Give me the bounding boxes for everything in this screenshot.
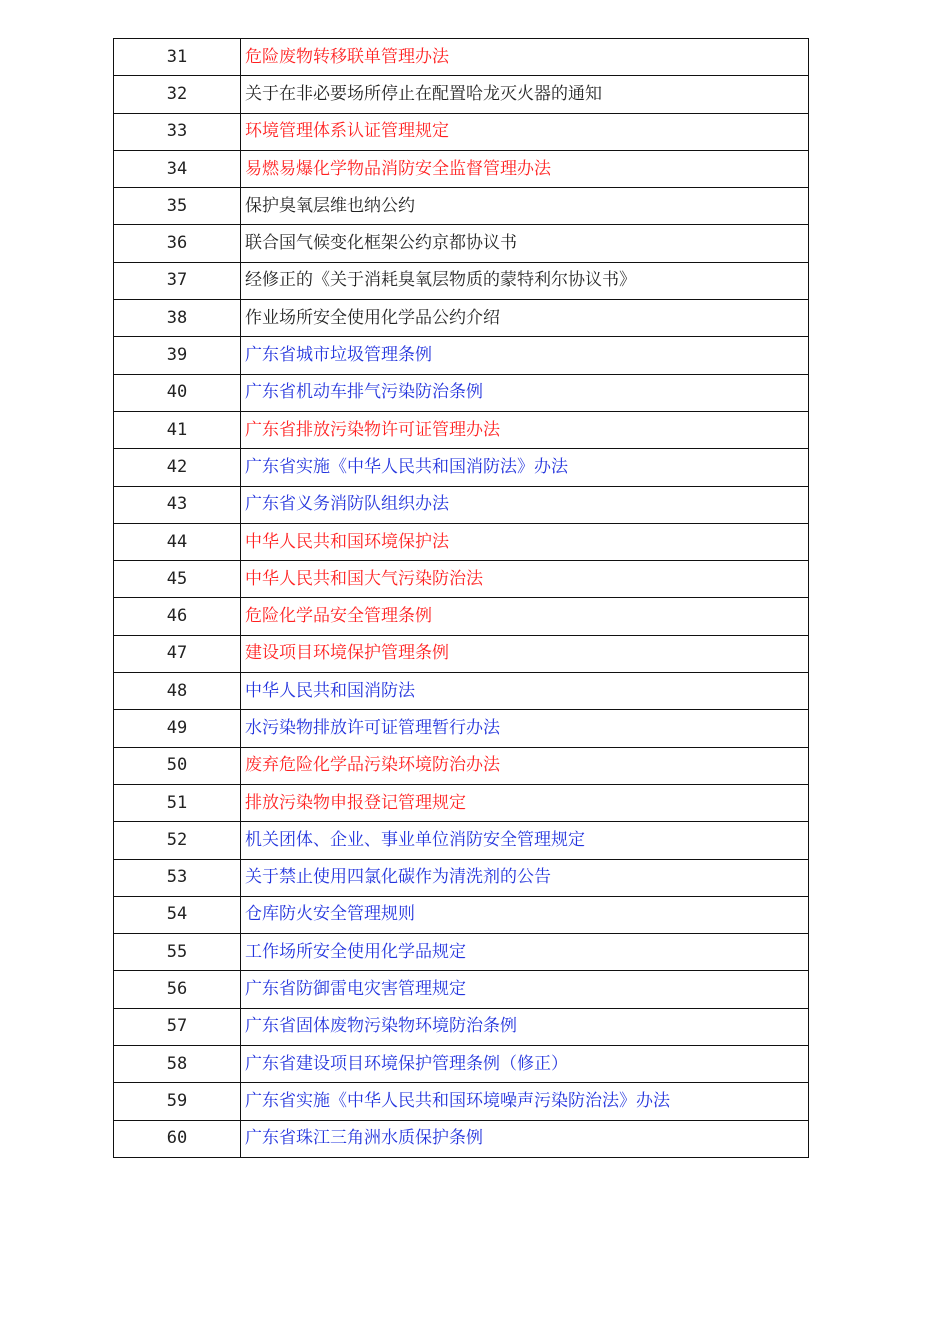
row-number: 52 (114, 822, 241, 859)
regulation-name: 作业场所安全使用化学品公约介绍 (241, 300, 809, 337)
table-row (114, 971, 809, 1008)
regulation-name: 机关团体、企业、事业单位消防安全管理规定 (241, 822, 809, 859)
table-row (114, 710, 809, 747)
table-row (114, 262, 809, 299)
row-number: 60 (114, 1120, 241, 1157)
row-number: 47 (114, 635, 241, 672)
table-row (114, 39, 809, 76)
regulation-name: 危险化学品安全管理条例 (241, 598, 809, 635)
table-row (114, 523, 809, 560)
regulation-name: 关于在非必要场所停止在配置哈龙灭火器的通知 (241, 76, 809, 113)
row-number: 46 (114, 598, 241, 635)
row-number: 57 (114, 1008, 241, 1045)
regulation-name: 建设项目环境保护管理条例 (241, 635, 809, 672)
regulation-name: 排放污染物申报登记管理规定 (241, 784, 809, 821)
table-row (114, 337, 809, 374)
table-row (114, 150, 809, 187)
regulation-name: 广东省城市垃圾管理条例 (241, 337, 809, 374)
row-number: 48 (114, 673, 241, 710)
regulation-name: 环境管理体系认证管理规定 (241, 113, 809, 150)
regulation-name: 工作场所安全使用化学品规定 (241, 934, 809, 971)
regulation-name: 仓库防火安全管理规则 (241, 896, 809, 933)
row-number: 53 (114, 859, 241, 896)
table-row (114, 561, 809, 598)
regulation-name: 易燃易爆化学物品消防安全监督管理办法 (241, 150, 809, 187)
table-row (114, 635, 809, 672)
table-row (114, 896, 809, 933)
row-number: 43 (114, 486, 241, 523)
row-number: 50 (114, 747, 241, 784)
table-row (114, 822, 809, 859)
table-row (114, 1046, 809, 1083)
regulation-name: 广东省实施《中华人民共和国消防法》办法 (241, 449, 809, 486)
row-number: 56 (114, 971, 241, 1008)
table-row (114, 598, 809, 635)
table-row (114, 374, 809, 411)
row-number: 54 (114, 896, 241, 933)
table-row (114, 1120, 809, 1157)
regulation-name: 联合国气候变化框架公约京都协议书 (241, 225, 809, 262)
row-number: 35 (114, 188, 241, 225)
row-number: 42 (114, 449, 241, 486)
row-number: 33 (114, 113, 241, 150)
table-row (114, 747, 809, 784)
regulation-name: 危险废物转移联单管理办法 (241, 39, 809, 76)
regulation-name: 关于禁止使用四氯化碳作为清洗剂的公告 (241, 859, 809, 896)
regulation-name: 中华人民共和国消防法 (241, 673, 809, 710)
row-number: 55 (114, 934, 241, 971)
row-number: 32 (114, 76, 241, 113)
row-number: 51 (114, 784, 241, 821)
table-row (114, 1008, 809, 1045)
table-row (114, 113, 809, 150)
table-row (114, 934, 809, 971)
row-number: 58 (114, 1046, 241, 1083)
row-number: 39 (114, 337, 241, 374)
row-number: 37 (114, 262, 241, 299)
table-row (114, 486, 809, 523)
regulation-name: 广东省义务消防队组织办法 (241, 486, 809, 523)
regulation-name: 保护臭氧层维也纳公约 (241, 188, 809, 225)
row-number: 41 (114, 411, 241, 448)
regulation-name: 中华人民共和国环境保护法 (241, 523, 809, 560)
table-row (114, 673, 809, 710)
table-row (114, 300, 809, 337)
row-number: 38 (114, 300, 241, 337)
table-row (114, 449, 809, 486)
row-number: 36 (114, 225, 241, 262)
regulations-table-body (114, 39, 809, 1158)
table-row (114, 76, 809, 113)
regulations-sheet (113, 38, 809, 1158)
row-number: 44 (114, 523, 241, 560)
table-row (114, 784, 809, 821)
table-row (114, 411, 809, 448)
regulation-name: 广东省实施《中华人民共和国环境噪声污染防治法》办法 (241, 1083, 809, 1120)
row-number: 59 (114, 1083, 241, 1120)
table-row (114, 225, 809, 262)
table-row (114, 188, 809, 225)
regulation-name: 广东省防御雷电灾害管理规定 (241, 971, 809, 1008)
regulation-name: 广东省固体废物污染物环境防治条例 (241, 1008, 809, 1045)
table-row (114, 859, 809, 896)
row-number: 34 (114, 150, 241, 187)
table-row (114, 1083, 809, 1120)
regulations-table (113, 38, 809, 1158)
regulation-name: 废弃危险化学品污染环境防治办法 (241, 747, 809, 784)
regulation-name: 水污染物排放许可证管理暂行办法 (241, 710, 809, 747)
row-number: 31 (114, 39, 241, 76)
regulation-name: 中华人民共和国大气污染防治法 (241, 561, 809, 598)
regulation-name: 经修正的《关于消耗臭氧层物质的蒙特利尔协议书》 (241, 262, 809, 299)
regulation-name: 广东省机动车排气污染防治条例 (241, 374, 809, 411)
regulation-name: 广东省排放污染物许可证管理办法 (241, 411, 809, 448)
row-number: 40 (114, 374, 241, 411)
row-number: 49 (114, 710, 241, 747)
regulation-name: 广东省建设项目环境保护管理条例（修正） (241, 1046, 809, 1083)
regulation-name: 广东省珠江三角洲水质保护条例 (241, 1120, 809, 1157)
row-number: 45 (114, 561, 241, 598)
